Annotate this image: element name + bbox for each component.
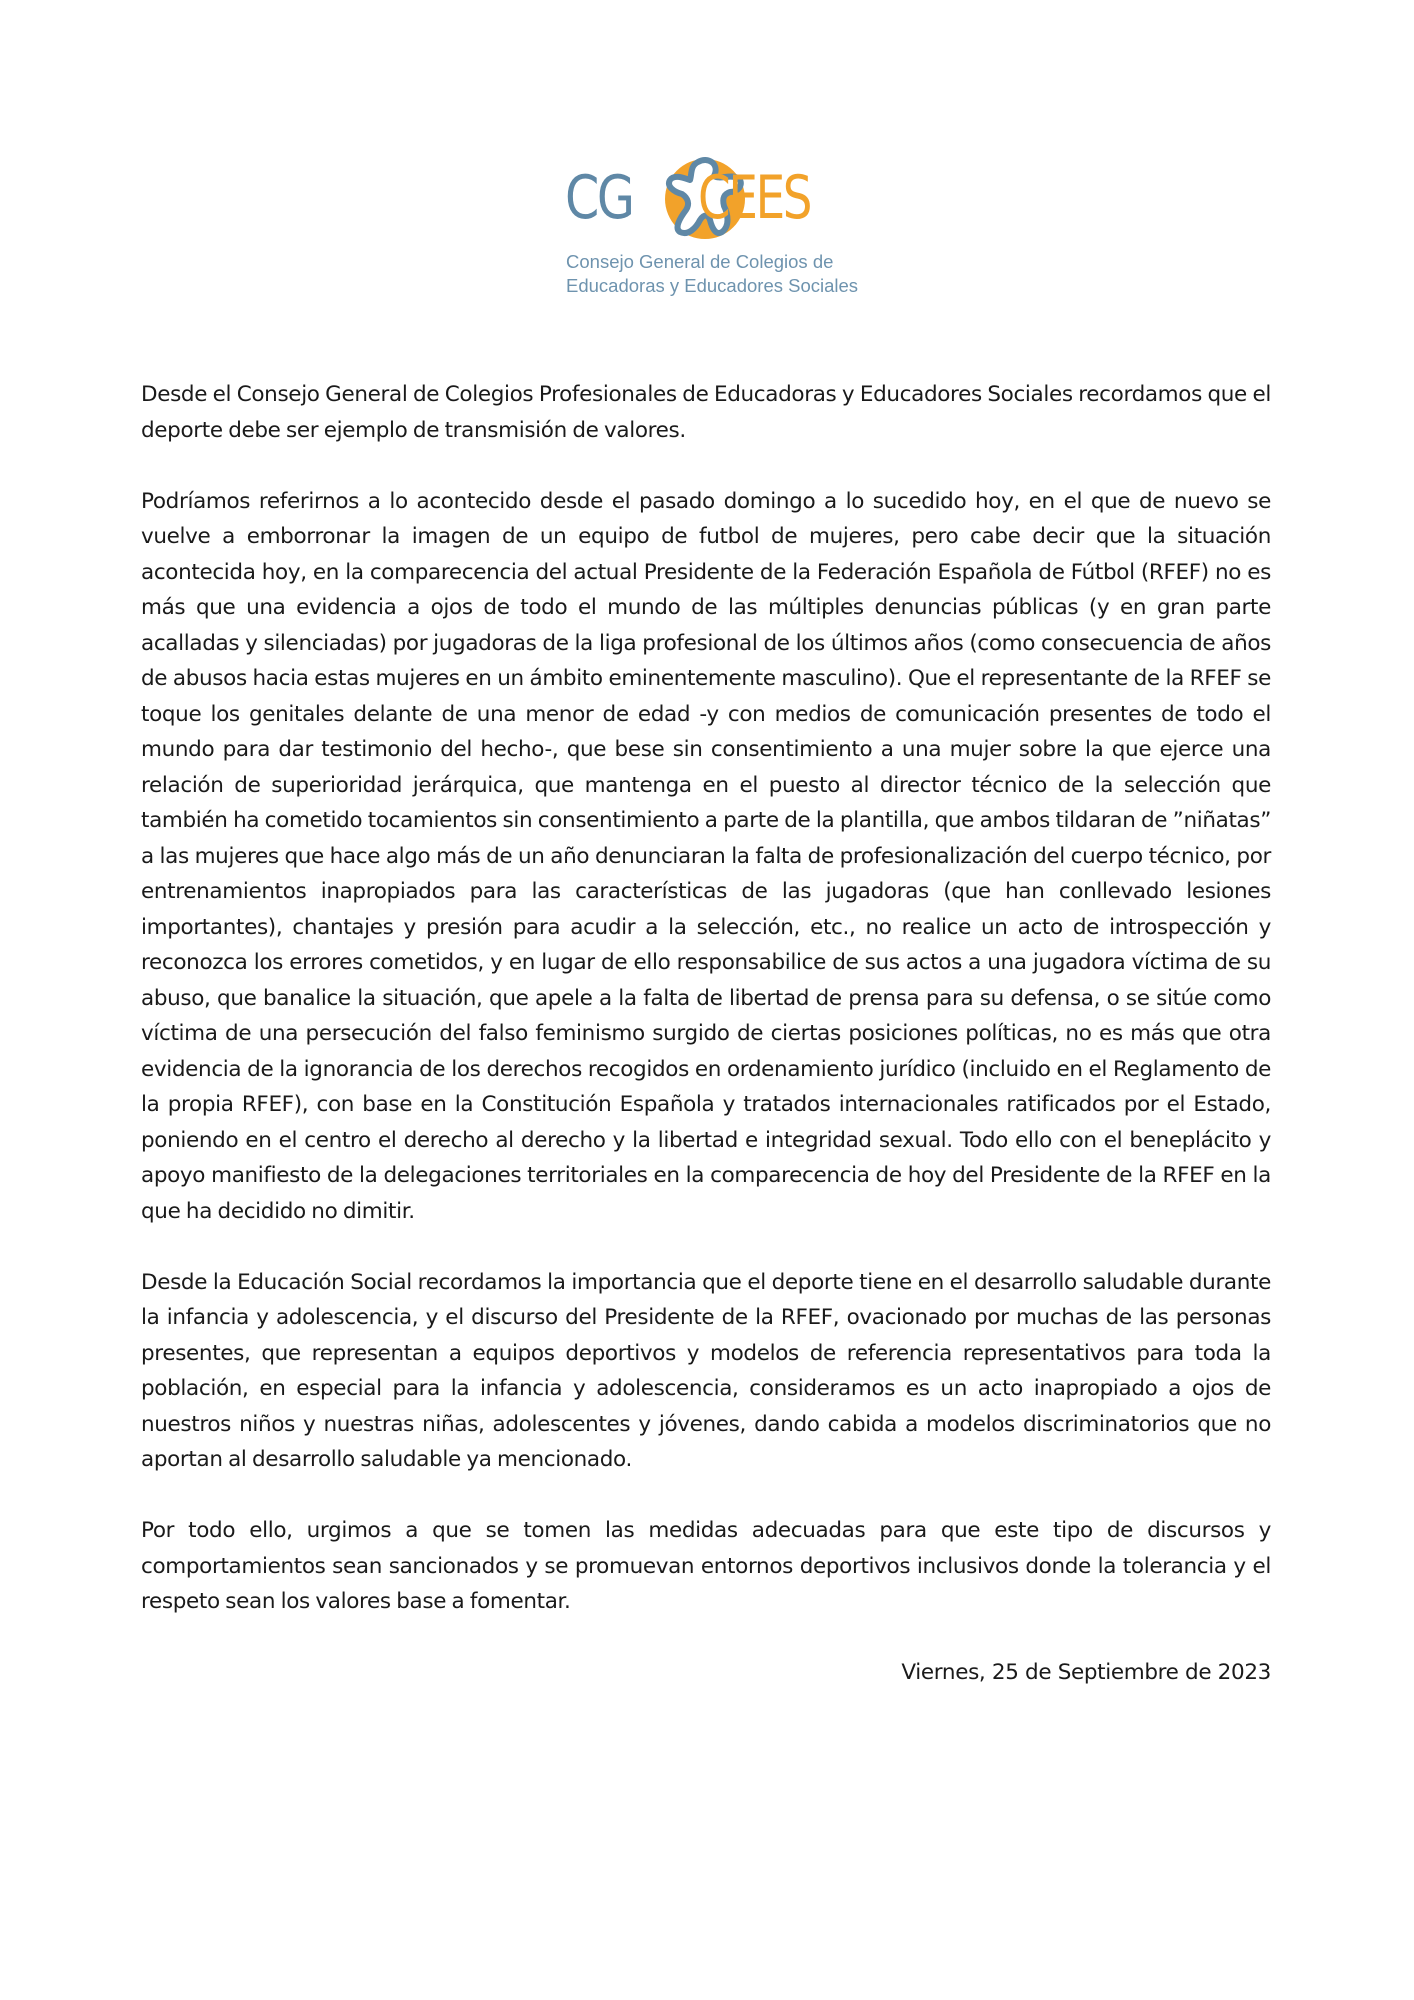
- paragraph-main: Podríamos referirnos a lo acontecido desde el pasado domingo a lo sucedido hoy, en el que de nuevo se vuelve a emborronar la imagen de un equipo de futbol de mujeres, pero cabe decir que la situación acontecida hoy, en la comparecencia del actual Presidente de la Federación Española de Fútbol (RFEF) no es más que una evidencia a ojos de todo el mundo de las múltiples denuncias públicas (y en gran parte acalladas y silenciadas) por jugadoras de la liga profesional de los últimos años (como consecuencia de años de abusos hacia estas mujeres en un ámbito eminentemente masculino). Que el representante de la RFEF se toque los genitales delante de una menor de edad -y con medios de comunicación presentes de todo el mundo para dar testimonio del hecho-, que bese sin consentimiento a una mujer sobre la que ejerce una relación de superioridad jerárquica, que mantenga en el puesto al director técnico de la selección que también ha cometido tocamientos sin consentimiento a parte de la plantilla, que ambos tildaran de ”niñatas” a las mujeres que hace algo más de un año denunciaran la falta de profesionalización del cuerpo técnico, por entrenamientos inapropiados para las características de las jugadoras (que han conllevado lesiones importantes), chantajes y presión para acudir a la selección, etc., no realice un acto de introspección y reconozca los errores cometidos, y en lugar de ello responsabilice de sus actos a una jugadora víctima de su abuso, que banalice la situación, que apele a la falta de libertad de prensa para su defensa, o se sitúe como víctima de una persecución del falso feminismo surgido de ciertas posiciones políticas, no es más que otra evidencia de la ignorancia de los derechos recogidos en ordenamiento jurídico (incluido en el Reglamento de la propia RFEF), con base en la Constitución Española y tratados internacionales ratificados por el Estado, poniendo en el centro el derecho al derecho y la libertad e integridad sexual. Todo ello con el beneplácito y apoyo manifiesto de la delegaciones territoriales en la comparecencia de hoy del Presidente de la RFEF en la que ha decidido no dimitir.: [141, 488, 1271, 1224]
- paragraph-social-education: Desde la Educación Social recordamos la importancia que el deporte tiene en el desarrollo saludable durante la infancia y adolescencia, y el discurso del Presidente de la RFEF, ovacionado por muchas de las personas presentes, que representan a equipos deportivos y modelos de referencia representativos para toda la población, en especial para la infancia y adolescencia, consideramos es un acto inapropiado a ojos de nuestros niños y nuestras niñas, adolescentes y jóvenes, dando cabida a modelos discriminatorios que no aportan al desarrollo saludable ya mencionado.: [141, 1269, 1271, 1472]
- logo-subtitle-line-1: Consejo General de Colegios de: [566, 251, 834, 272]
- logo-cees-text: CEES: [698, 163, 811, 233]
- logo-cg-text: CG: [565, 163, 633, 233]
- document-date: Viernes, 25 de Septiembre de 2023: [901, 1660, 1271, 1685]
- logo-subtitle: [566, 250, 858, 298]
- cgcees-logo: [563, 150, 863, 300]
- logo-mark: [563, 150, 863, 250]
- paragraph-intro: Desde el Consejo General de Colegios Profesionales de Educadoras y Educadores Sociales recordamos que el deporte debe ser ejemplo de transmisión de valores.: [141, 382, 1271, 443]
- logo-subtitle-line-2: Educadoras y Educadores Sociales: [566, 275, 859, 296]
- paragraph-conclusion: Por todo ello, urgimos a que se tomen las medidas adecuadas para que este tipo de discursos y comportamientos sean sancionados y se promuevan entornos deportivos inclusivos donde la tolerancia y el respeto sean los valores base a fomentar.: [141, 1518, 1271, 1614]
- document-body: [141, 377, 1271, 1691]
